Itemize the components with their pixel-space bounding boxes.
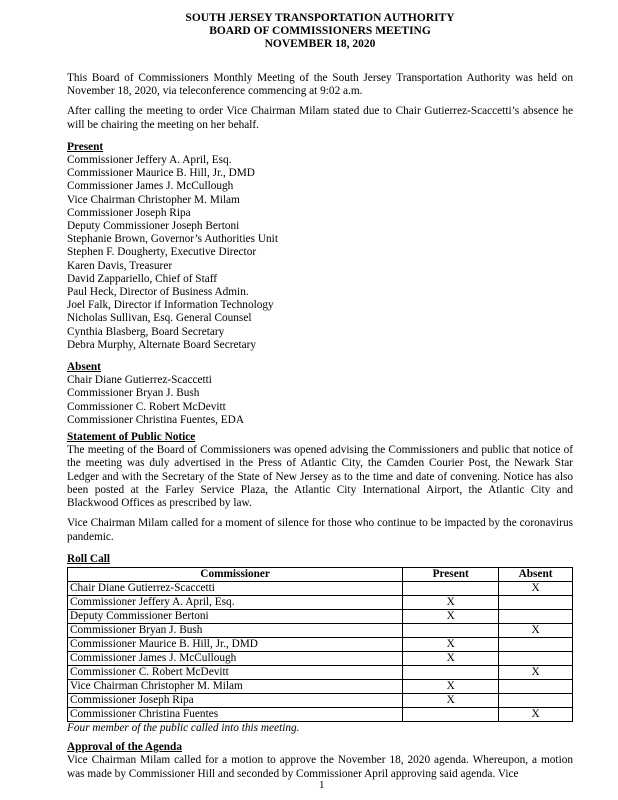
commissioner-name: Commissioner C. Robert McDevitt: [68, 665, 403, 679]
absent-mark: X: [499, 665, 573, 679]
present-item: Commissioner Maurice B. Hill, Jr., DMD: [67, 167, 255, 180]
absent-mark: [499, 679, 573, 693]
commissioner-name: Commissioner Joseph Ripa: [68, 693, 403, 707]
document-page: [67, 12, 573, 781]
commissioner-name: Commissioner James J. McCullough: [68, 651, 403, 665]
present-mark: X: [403, 651, 499, 665]
intro-paragraph-2: After calling the meeting to order Vice Chairman Milam stated due to Chair Gutierrez-Scaccetti’s absence he will be chairing the meeting on her behalf.: [67, 105, 573, 131]
page-number: 1: [319, 779, 325, 791]
absent-list: [67, 374, 573, 427]
present-item: Karen Davis, Treasurer: [67, 259, 173, 272]
absent-heading: Absent: [67, 361, 101, 374]
absent-item: Commissioner C. Robert McDevitt: [67, 400, 226, 413]
table-row: [68, 707, 573, 721]
column-header-commissioner: Commissioner: [68, 567, 403, 581]
table-header-row: [68, 567, 573, 581]
absent-mark: [499, 609, 573, 623]
title-meeting: BOARD OF COMMISSIONERS MEETING: [209, 25, 431, 37]
present-mark: X: [403, 679, 499, 693]
present-heading: Present: [67, 140, 104, 153]
absent-mark: [499, 651, 573, 665]
present-item: Debra Murphy, Alternate Board Secretary: [67, 338, 257, 351]
present-mark: X: [403, 609, 499, 623]
absent-mark: X: [499, 707, 573, 721]
document-title: [67, 12, 573, 51]
present-list: [67, 154, 573, 352]
absent-item: Commissioner Bryan J. Bush: [67, 387, 200, 400]
table-row: [68, 609, 573, 623]
table-row: [68, 595, 573, 609]
commissioner-name: Commissioner Maurice B. Hill, Jr., DMD: [68, 637, 403, 651]
commissioner-name: Commissioner Jeffery A. April, Esq.: [68, 595, 403, 609]
present-mark: [403, 623, 499, 637]
absent-mark: [499, 637, 573, 651]
absent-mark: X: [499, 581, 573, 595]
present-item: Cynthia Blasberg, Board Secretary: [67, 325, 225, 338]
present-mark: X: [403, 595, 499, 609]
public-attendance-note: Four member of the public called into this meeting.: [67, 721, 300, 734]
present-mark: [403, 707, 499, 721]
present-item: Commissioner Jeffery A. April, Esq.: [67, 154, 232, 167]
table-row: [68, 679, 573, 693]
present-item: Stephanie Brown, Governor’s Authorities Unit: [67, 233, 278, 246]
roll-call-table: [67, 567, 573, 722]
table-row: [68, 581, 573, 595]
present-mark: [403, 581, 499, 595]
roll-call-heading: Roll Call: [67, 552, 110, 565]
commissioner-name: Deputy Commissioner Bertoni: [68, 609, 403, 623]
table-row: [68, 637, 573, 651]
commissioner-name: Commissioner Bryan J. Bush: [68, 623, 403, 637]
present-mark: X: [403, 693, 499, 707]
column-header-absent: Absent: [499, 567, 573, 581]
moment-of-silence-paragraph: Vice Chairman Milam called for a moment of silence for those who continue to be impacted by the coronavirus pandemic.: [67, 517, 573, 543]
present-item: Commissioner James J. McCullough: [67, 180, 234, 193]
present-item: Stephen F. Dougherty, Executive Director: [67, 246, 257, 259]
commissioner-name: Commissioner Christina Fuentes: [68, 707, 403, 721]
absent-mark: [499, 693, 573, 707]
present-item: Vice Chairman Christopher M. Milam: [67, 193, 240, 206]
commissioner-name: Vice Chairman Christopher M. Milam: [68, 679, 403, 693]
present-item: Deputy Commissioner Joseph Bertoni: [67, 220, 240, 233]
present-item: Joel Falk, Director if Information Technology: [67, 299, 274, 312]
present-item: David Zappariello, Chief of Staff: [67, 272, 218, 285]
public-notice-paragraph: The meeting of the Board of Commissioners was opened advising the Commissioners and public that notice of the meeting was duly advertised in the Press of Atlantic City, the Camden Courier Post, the Newark Star Ledger and with the Secretary of the State of New Jersey as to the time and date of convening. Notice has also been posted at the Farley Service Plaza, the Atlantic City International Airport, the Atlantic City and Blackwood Offices as prescribed by law.: [67, 444, 573, 510]
title-authority: SOUTH JERSEY TRANSPORTATION AUTHORITY: [185, 12, 455, 24]
table-row: [68, 623, 573, 637]
present-mark: X: [403, 637, 499, 651]
absent-item: Commissioner Christina Fuentes, EDA: [67, 413, 244, 426]
agenda-paragraph: Vice Chairman Milam called for a motion to approve the November 18, 2020 agenda. Whereupon, a motion was made by Commissioner Hill and seconded by Commissioner April approving said agenda. Vice: [67, 754, 573, 780]
absent-mark: [499, 595, 573, 609]
table-row: [68, 651, 573, 665]
table-row: [68, 693, 573, 707]
absent-item: Chair Diane Gutierrez-Scaccetti: [67, 374, 212, 387]
present-mark: [403, 665, 499, 679]
column-header-present: Present: [403, 567, 499, 581]
public-notice-heading: Statement of Public Notice: [67, 431, 196, 444]
present-item: Commissioner Joseph Ripa: [67, 206, 191, 219]
present-item: Nicholas Sullivan, Esq. General Counsel: [67, 312, 252, 325]
intro-paragraph-1: This Board of Commissioners Monthly Meeting of the South Jersey Transportation Authority was held on November 18, 2020, via teleconference commencing at 9:02 a.m.: [67, 72, 573, 98]
commissioner-name: Chair Diane Gutierrez-Scaccetti: [68, 581, 403, 595]
table-row: [68, 665, 573, 679]
absent-mark: X: [499, 623, 573, 637]
present-item: Paul Heck, Director of Business Admin.: [67, 286, 249, 299]
title-date: NOVEMBER 18, 2020: [264, 38, 376, 50]
agenda-heading: Approval of the Agenda: [67, 741, 182, 754]
